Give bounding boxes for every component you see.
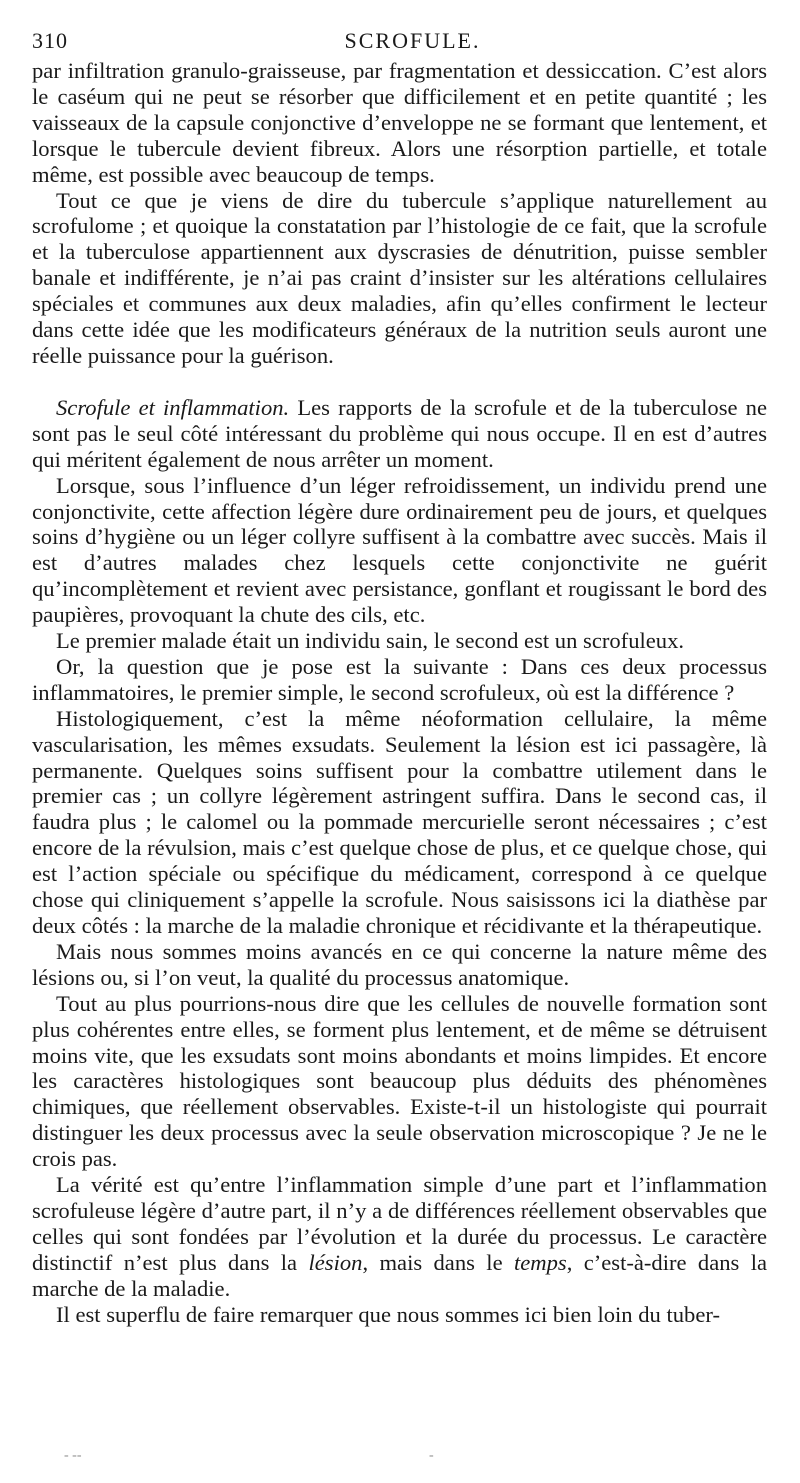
paragraph-conjonctivite: Lorsque, sous l’influence d’un léger refroidissement, un individu prend une conjonctivite, cette affection légère dure ordinairement peu de jours, et quelques soins d’hygiène ou un léger collyre suffisent à la combattre avec succès. Mais il est d’autres malades chez lesquels cette conjonctivite ne guérit qu’incomplètement et revient avec persistance, gonflant et rougissant le bord des paupières, provoquant la chute des cils, etc. (32, 472, 767, 628)
paragraph-histologiquement: Histologiquement, c’est la même néoformation cellulaire, la même vascularisation, les mêmes exsudats. Seulement la lésion est ici passagère, là permanente. Quelques soins suffisent pour la combattre utilement dans le premier cas ; un collyre légèrement astringent suffira. Dans le second cas, il faudra plus ; le calomel ou la pommade mercurielle seront nécessaires ; c’est encore de la révulsion, mais c’est quelque chose de plus, et ce quelque chose, qui est l’action spéciale ou spécifique du médicament, correspond à ce quelque chose qui cliniquement s’appelle la scrofule. Nous saisissons ici la diathèse par deux côtés : la marche de la maladie chronique et récidivante et la thérapeutique. (32, 705, 767, 938)
verite-text-c: , c’est-à-dire dans la marche de la maladie. (32, 1249, 768, 1301)
footer-mark-center: - (429, 1448, 434, 1463)
verite-text-b: , mais dans le (362, 1249, 514, 1275)
paragraph-moins-avances: Mais nous sommes moins avancés en ce qui concerne la nature même des lésions ou, si l’on veut, la qualité du processus anatomique. (32, 938, 767, 990)
paragraph-premier-malade: Le premier malade était un individu sain, le second est un scrofuleux. (56, 628, 685, 654)
emphasis-temps: temps (513, 1249, 567, 1275)
paragraph-scrofule-inflammation (32, 395, 767, 473)
paragraph-question: Or, la question que je pose est la suivante : Dans ces deux processus inflammatoires, le premier simple, le second scrofuleux, où est la différence ? (32, 653, 767, 705)
page-header (32, 28, 767, 58)
paragraph-tout-au-plus: Tout au plus pourrions-nous dire que les cellules de nouvelle formation sont plus cohérentes entre elles, se forment plus lentement, et de même se détruisent moins vite, que les exsudats sont moins abondants et moins limpides. Et encore les caractères histologiques sont beaucoup plus déduits des phénomènes chimiques, que réellement observables. Existe-t-il un histologiste qui pourrait distinguer les deux processus avec la seule observation microscopique ? Je ne le crois pas. (32, 990, 767, 1172)
paragraph-scrofulome: Tout ce que je viens de dire du tubercule s’applique naturellement au scrofulome ; et quoique la constatation par l’histologie de ce fait, que la scrofule et la tuberculose appartiennent aux dyscrasies de dénutrition, puisse sembler banale et indifférente, je n’ai pas craint d’insister sur les altérations cellulaires spéciales et communes aux deux maladies, afin qu’elles confirment le lecteur dans cette idée que les modificateurs généraux de la nutrition seuls auront une réelle puissance pour la guérison. (32, 187, 767, 368)
paragraph-continuation: par infiltration granulo-graisseuse, par fragmentation et dessiccation. C’est alors le caséum qui ne peut se résorber que difficilement et en petite quantité ; les vaisseaux de la capsule conjonctive d’enveloppe ne se formant que lentement, et lorsque le tubercule devient fibreux. Alors une résorption partielle, et totale même, est possible avec beaucoup de temps. (32, 58, 767, 187)
section-heading: Scrofule et inflammation. (56, 394, 290, 420)
footer-mark-left: - -- (64, 1448, 82, 1463)
section-heading-body: Les rapports de la scrofule et de la tuberculose ne sont pas le seul côté intéressant du problème qui nous occupe. Il en est d’autres qui méritent également de nous arrêter un moment. (32, 394, 767, 472)
book-page (32, 28, 767, 1328)
running-title: SCROFULE. (344, 28, 481, 53)
paragraph-superflu: Il est superflu de faire remarquer que nous sommes ici bien loin du tuber- (56, 1301, 720, 1327)
emphasis-lesion: lésion (308, 1249, 363, 1275)
verite-text-a: La vérité est qu’entre l’inflammation simple d’une part et l’inflammation scrofuleuse légère d’autre part, il n’y a de différences réellement observables que celles qui sont fondées par l’évolution et la durée du processus. Le caractère distinctif n’est plus dans la (32, 1172, 767, 1275)
paragraph-verite (32, 1172, 767, 1302)
page-number: 310 (32, 28, 68, 53)
